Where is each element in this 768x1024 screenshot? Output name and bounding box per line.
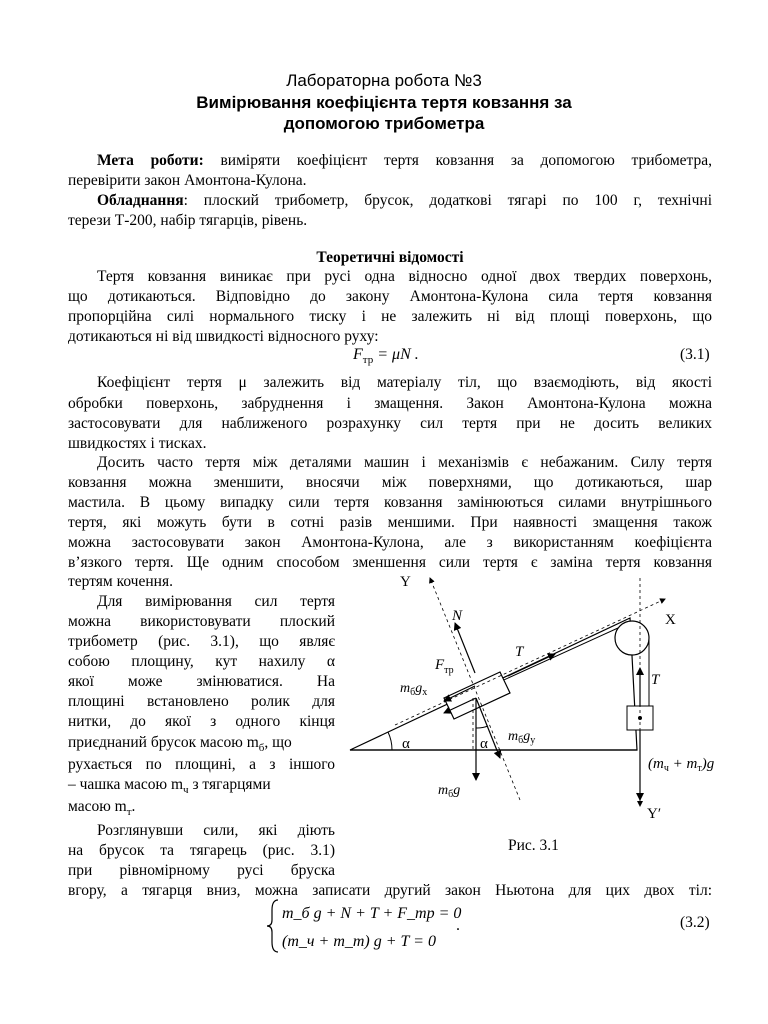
block bbox=[444, 672, 510, 719]
p3-line: мастила. В цьому випадку сили тертя ковзання замінюються силами внутрішнього bbox=[68, 494, 712, 511]
p4-line: Для вимірювання сил тертя bbox=[97, 593, 335, 610]
label-mbgx: $m_бg_x$ bbox=[400, 681, 428, 698]
equip-label: Обладнання bbox=[97, 192, 184, 209]
angle-arc-2 bbox=[476, 726, 488, 728]
p2-line: застосовувати для наближеного розрахунку сил тертя при не досить великих bbox=[68, 415, 712, 432]
p4-line: масою $m_т$. bbox=[68, 798, 136, 819]
p5-line: Розглянувши сили, які діють bbox=[97, 822, 335, 839]
equip-line-2: терези Т-200, набір тягарців, рівень. bbox=[68, 212, 308, 229]
p1-line: пропорційна силі нормального тиску і не залежить ні від площі поверхонь, що bbox=[68, 308, 712, 325]
equation-line-2: (m_ч + m_т) g + T = 0 bbox=[282, 933, 436, 950]
goal-label: Мета роботи: bbox=[97, 152, 204, 169]
equation-number: (3.2) bbox=[680, 914, 710, 931]
p1-line: що дотикаються. Відповідно до закону Амонтона-Кулона сила тертя ковзання bbox=[68, 288, 712, 305]
p2-line: обробки поверхонь, забруднення і змащення. Закон Амонтона-Кулона можна bbox=[68, 395, 712, 412]
p2-line: Коефіцієнт тертя μ залежить від матеріалу тіл, що взаємодіють, від якості bbox=[97, 374, 712, 391]
label-mbg: $m_бg$ bbox=[438, 783, 461, 800]
p4-line: – чашка масою $m_ч$ з тягарцями bbox=[68, 776, 271, 797]
label-ftr: $F_{тр}$ bbox=[435, 657, 454, 676]
p5-line: на брусок та тягарець (рис. 3.1) bbox=[68, 842, 335, 859]
equation-3-2 bbox=[266, 896, 476, 956]
system-brace bbox=[267, 900, 278, 952]
p4-line: приєднаний брусок масою $m_б$, що bbox=[68, 734, 292, 755]
goal-line-1 bbox=[97, 151, 712, 171]
label-y: Y bbox=[400, 574, 411, 590]
label-alpha-2: α bbox=[480, 736, 488, 752]
topic-line-2: допомогою трибометра bbox=[283, 114, 485, 133]
tribometer-figure bbox=[340, 568, 750, 828]
p3-line: тертям кочення. bbox=[68, 573, 173, 590]
label-y-prime: Y′ bbox=[647, 806, 662, 822]
equip-line-1 bbox=[97, 191, 712, 211]
p3-line: ковзання можна зменшити, вносячи між поверхнями, що дотикаються, шар bbox=[68, 474, 712, 491]
figure-caption: Рис. 3.1 bbox=[508, 837, 559, 854]
p4-line: площині встановлено ролик для bbox=[68, 693, 335, 710]
equation-number: (3.1) bbox=[680, 346, 710, 363]
equation-3-1: $F_{тр} = \mu N$ . bbox=[353, 346, 419, 367]
p1-line: дотикаються ні від швидкості відносного руху: bbox=[68, 328, 379, 345]
equip-text-1: : плоский трибометр, брусок, додаткові тягарі по 100 г, технічні bbox=[183, 192, 712, 209]
p3-line: тертя, які можуть бути в сотні разів меншими. При наявності змащення також bbox=[68, 514, 712, 531]
p3-line: Досить часто тертя між деталями машин і механізмів є небажаним. Силу тертя bbox=[97, 454, 712, 471]
equation-line-1: m_б g + N + T + F_тр = 0 bbox=[282, 905, 462, 922]
label-alpha-1: α bbox=[402, 736, 410, 752]
angle-arc-1 bbox=[388, 732, 392, 750]
topic-line-1: Вимірювання коефіцієнта тертя ковзання за bbox=[196, 93, 572, 112]
equation-period: . bbox=[456, 917, 460, 934]
label-n: N bbox=[452, 608, 463, 624]
p4-line: якої може змінюватися. На bbox=[68, 673, 335, 690]
p4-line: рухається по площині, а з іншого bbox=[68, 756, 335, 773]
p4-line: собою площину, кут нахилу α bbox=[68, 653, 335, 670]
p4-line: трибометр (рис. 3.1), що являє bbox=[68, 633, 335, 650]
thread bbox=[495, 628, 618, 684]
p3-line: можна застосовувати закон Амонтона-Кулона, але з використанням коефіцієнта bbox=[68, 534, 712, 551]
label-t2: T bbox=[651, 672, 660, 688]
p1-line: Тертя ковзання виникає при русі одна відносно одної двох твердих поверхонь, bbox=[97, 268, 712, 285]
pulley bbox=[615, 621, 649, 655]
goal-text-1: виміряти коефіцієнт тертя ковзання за допомогою трибометра, bbox=[203, 152, 712, 169]
p4-line: можна використовувати плоский bbox=[68, 613, 335, 630]
label-t1: T bbox=[515, 644, 524, 660]
label-mbgy: $m_бg_y$ bbox=[508, 729, 536, 746]
goal-line-2: перевірити закон Амонтона-Кулона. bbox=[68, 172, 307, 189]
p5-line: при рівномірному русі бруска bbox=[68, 862, 335, 879]
lab-title: Лабораторна робота №3 bbox=[286, 71, 482, 90]
p4-line: нитки, до якої з одного кінця bbox=[68, 713, 335, 730]
label-weight: $(m_ч + m_т)g$ bbox=[648, 756, 715, 774]
p2-line: швидкостях і тисках. bbox=[68, 435, 207, 452]
theory-heading: Теоретичні відомості bbox=[316, 249, 464, 266]
label-x: X bbox=[665, 612, 676, 628]
p5-line: вгору, а тягарця вниз, можна записати другий закон Ньютона для цих двох тіл: bbox=[68, 882, 712, 899]
p3-line: в’язкого тертя. Ще одним способом зменшення сили тертя є заміна тертя ковзання bbox=[68, 554, 712, 571]
